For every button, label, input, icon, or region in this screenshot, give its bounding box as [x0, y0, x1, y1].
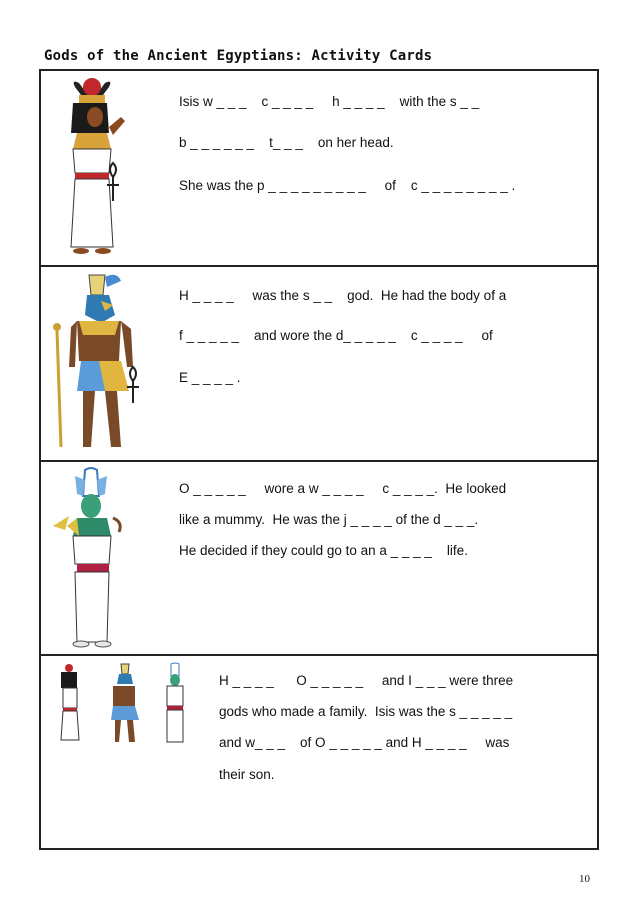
activity-card-osiris [41, 462, 597, 656]
three-gods-figure-icon [55, 662, 205, 744]
card-line: gods who made a family. Isis was the s _ _ _ _ _ [219, 704, 513, 719]
isis-figure-icon [51, 77, 133, 257]
card-line: She was the p _ _ _ _ _ _ _ _ _ of c _ _ _ _ _ _ _ _ . [179, 178, 516, 193]
card-line: b _ _ _ _ _ _ t_ _ _ on her head. [179, 135, 394, 150]
card-line: H _ _ _ _ was the s _ _ god. He had the body of a [179, 288, 507, 303]
horus-figure-icon [49, 271, 149, 459]
card-line: H _ _ _ _ O _ _ _ _ _ and I _ _ _ were three [219, 673, 514, 688]
card-line: f _ _ _ _ _ and wore the d_ _ _ _ _ c _ _ _ _ of [179, 328, 493, 343]
activity-card-horus [41, 267, 597, 462]
activity-card-isis [41, 71, 597, 267]
activity-card-family [41, 656, 597, 848]
page-number: 10 [579, 873, 590, 885]
card-line: Isis w _ _ _ c _ _ _ _ h _ _ _ _ with the s _ _ [179, 94, 480, 109]
card-line: their son. [219, 767, 275, 782]
activity-cards-frame [39, 69, 599, 850]
card-line: O _ _ _ _ _ wore a w _ _ _ _ c _ _ _ _. He looked [179, 481, 507, 496]
card-line: like a mummy. He was the j _ _ _ _ of the d _ _ _. [179, 512, 479, 527]
card-line: He decided if they could go to an a _ _ _ _ life. [179, 543, 468, 558]
card-line: E _ _ _ _ . [179, 370, 241, 385]
page-title: Gods of the Ancient Egyptians: Activity Cards [44, 48, 433, 64]
card-line: and w_ _ _ of O _ _ _ _ _ and H _ _ _ _ was [219, 735, 510, 750]
osiris-figure-icon [47, 466, 143, 652]
